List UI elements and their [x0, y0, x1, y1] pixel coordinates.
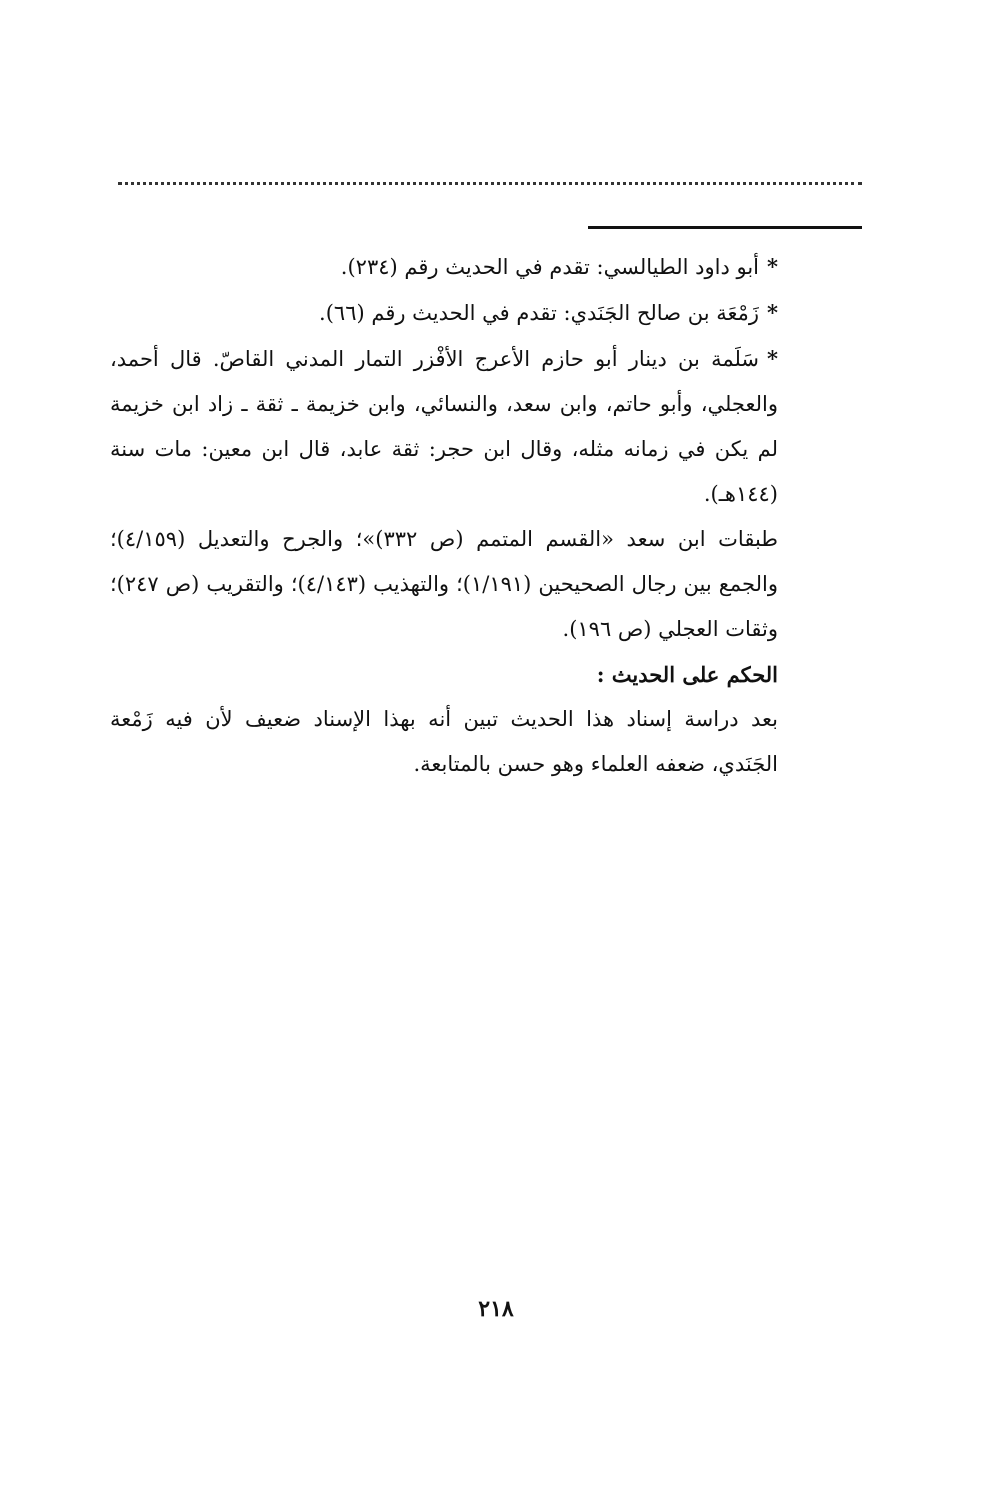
- narrator-text: زَمْعَة بن صالح الجَنَدي: تقدم في الحديث رقم (٦٦).: [319, 301, 760, 325]
- bullet-star-icon: *: [767, 254, 778, 279]
- narrator-entry: [110, 336, 778, 517]
- footnote-rule: [588, 226, 862, 229]
- ruling-text: بعد دراسة إسناد هذا الحديث تبين أنه بهذا الإسناد ضعيف لأن فيه زَمْعة الجَنَدي، ضعفه العلماء وهو حسن بالمتابعة.: [110, 707, 778, 776]
- dotted-separator: [118, 182, 862, 185]
- references-paragraph: طبقات ابن سعد «القسم المتمم (ص ٣٣٢)»؛ والجرح والتعديل (٤/١٥٩)؛ والجمع بين رجال الصحيحين (١/١٩١)؛ والتهذيب (٤/١٤٣)؛ والتقريب (ص ٢٤٧)؛ وثقات العجلي (ص ١٩٦).: [110, 527, 779, 641]
- narrator-entry: [110, 244, 778, 290]
- page-number: ٢١٨: [478, 1296, 514, 1322]
- narrator-text: أبو داود الطيالسي: تقدم في الحديث رقم (٢٣٤).: [340, 255, 760, 279]
- ruling-heading: الحكم على الحديث :: [596, 662, 778, 687]
- bullet-star-icon: *: [767, 300, 778, 325]
- narrator-text: سَلَمة بن دينار أبو حازم الأعرج الأفْزر التمار المدني القاصّ. قال أحمد، والعجلي، وأبو حاتم، وابن سعد، والنسائي، وابن خزيمة ـ ثقة ـ زاد ابن خزيمة لم يكن في زمانه مثله، وقال ابن حجر: ثقة عابد، قال ابن معين: مات سنة (١٤٤هـ).: [110, 347, 778, 506]
- narrator-entry: [110, 290, 778, 336]
- page-body: [110, 244, 778, 787]
- bullet-star-icon: *: [767, 346, 778, 371]
